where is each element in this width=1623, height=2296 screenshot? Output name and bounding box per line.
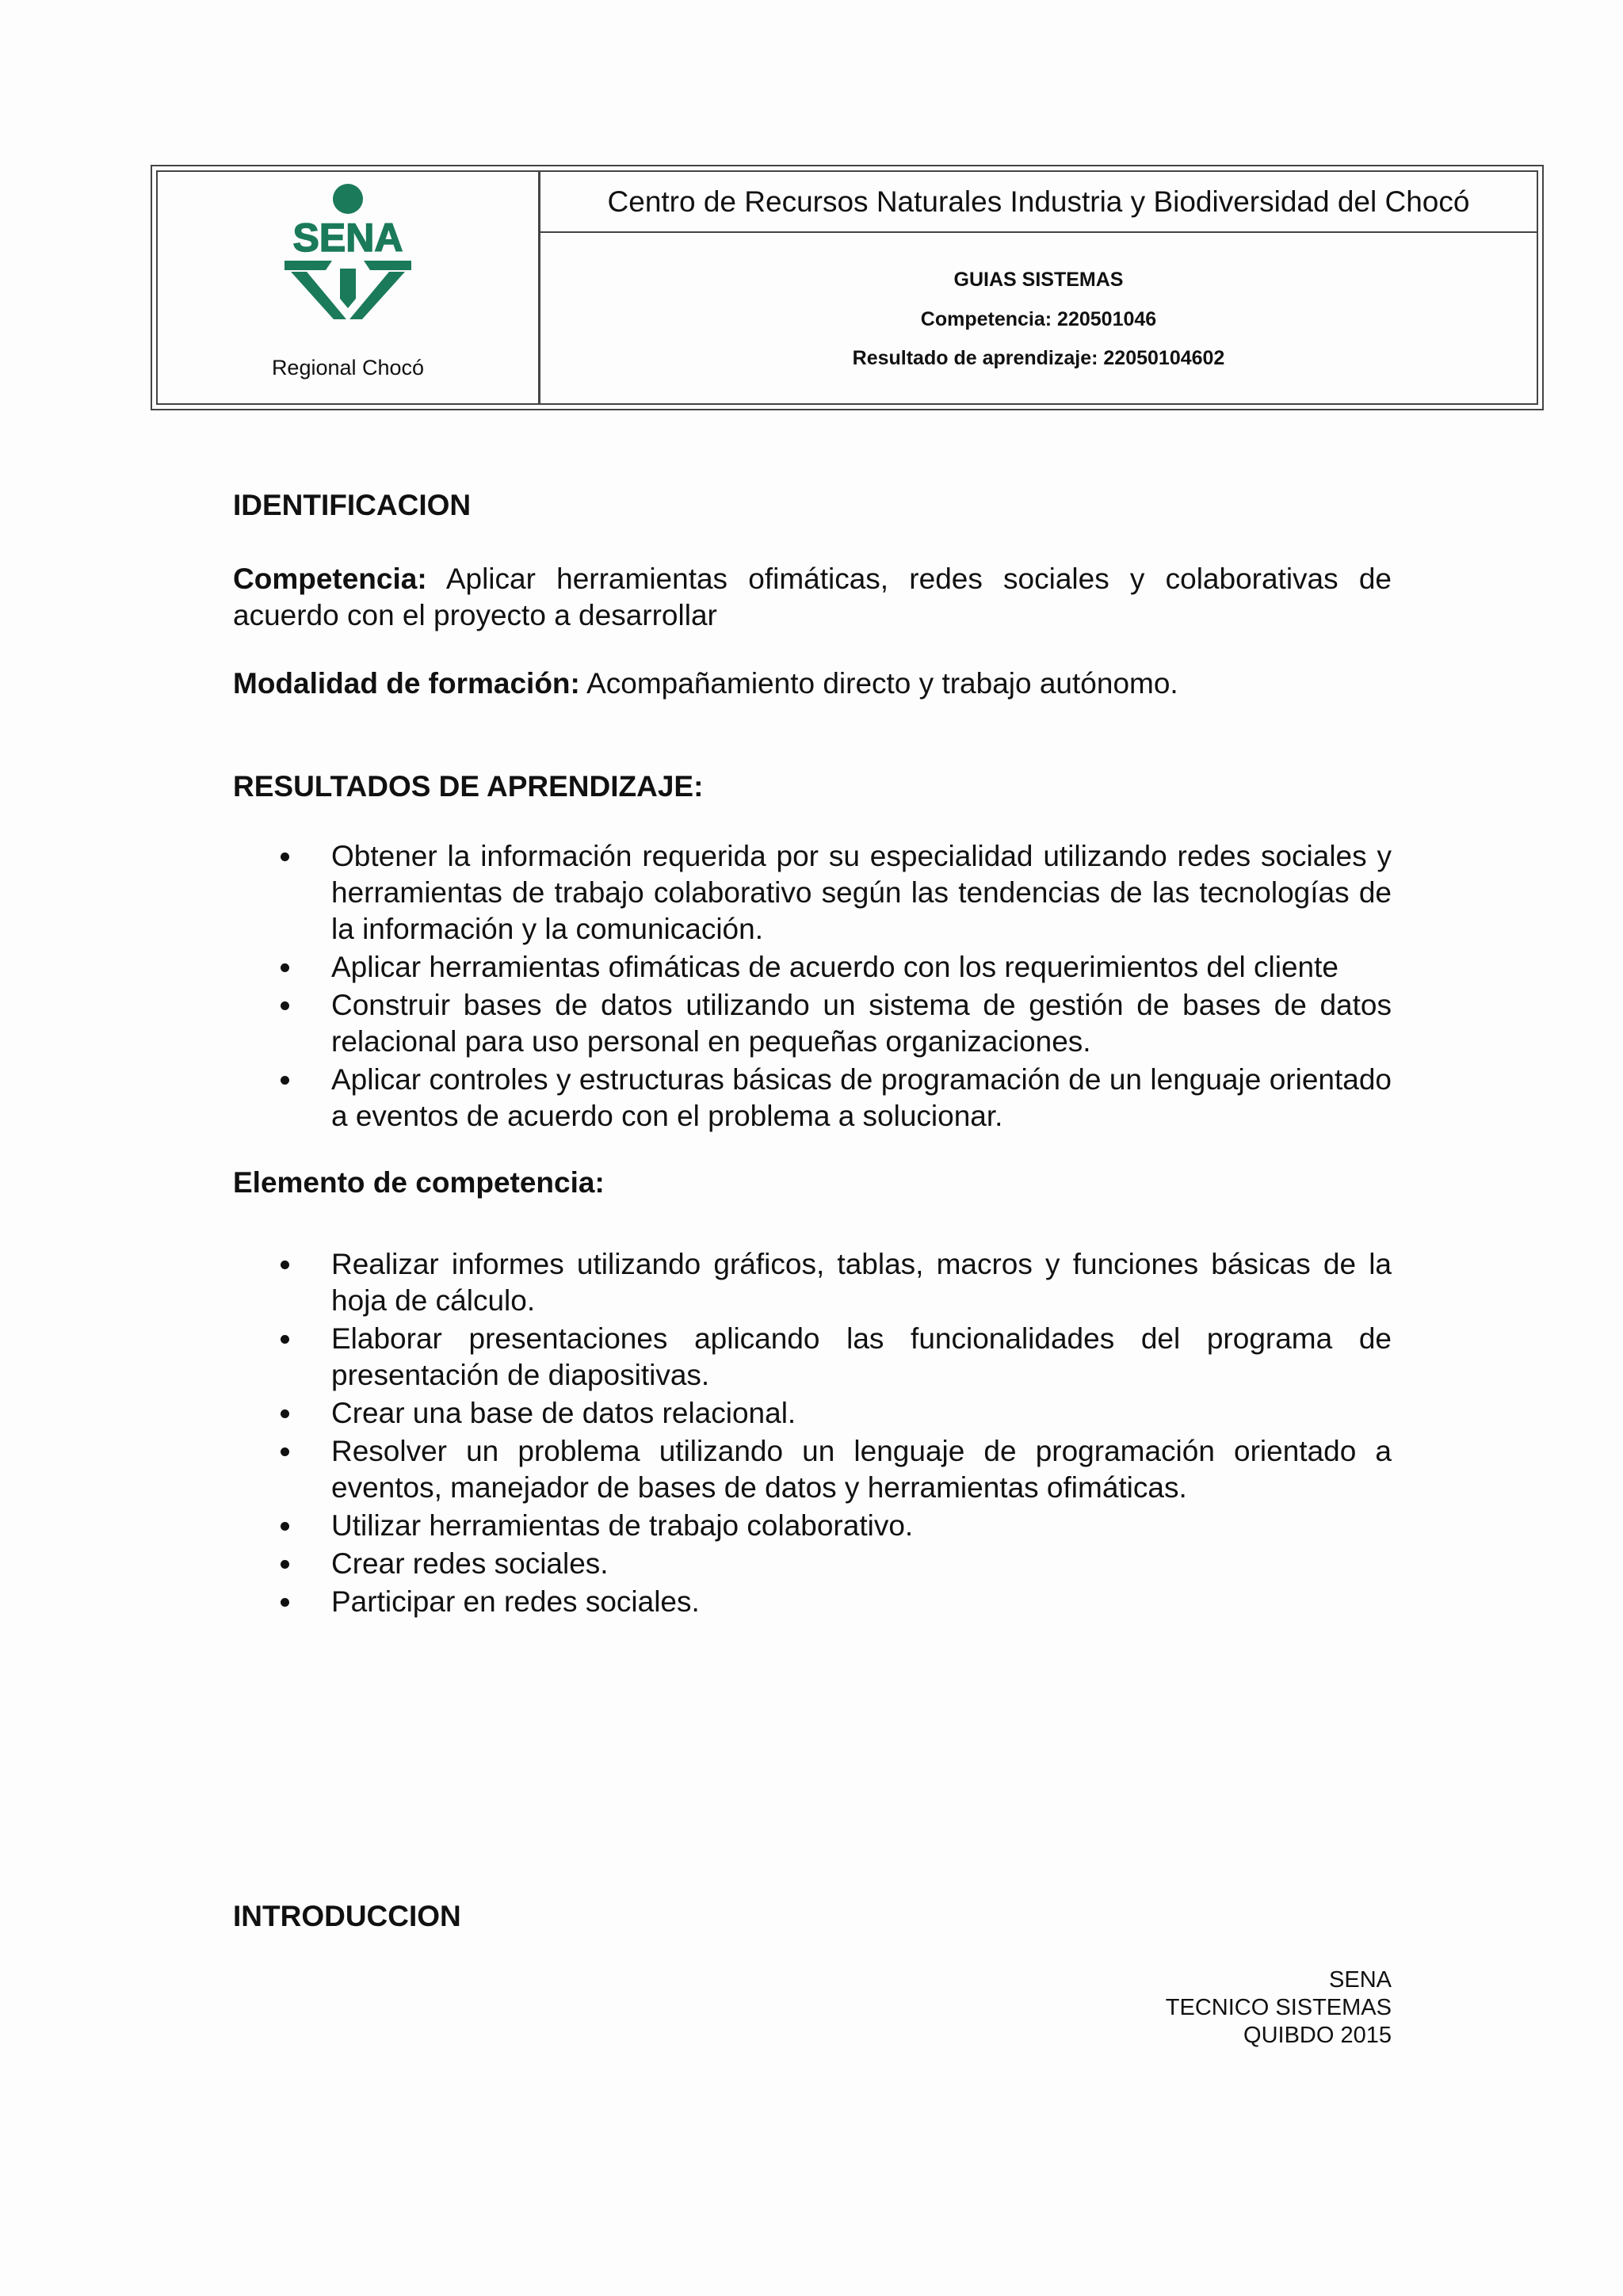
identificacion-heading: IDENTIFICACION: [233, 489, 472, 521]
list-item: [233, 1246, 1392, 1319]
page-footer: [1166, 1966, 1392, 2050]
header-inner-border: [156, 170, 1538, 405]
bullet-icon: [281, 1447, 289, 1456]
modalidad-label: Modalidad de formación:: [233, 667, 580, 700]
resultados-heading: RESULTADOS DE APRENDIZAJE:: [233, 770, 704, 803]
list-item: [233, 949, 1392, 986]
introduccion-heading: INTRODUCCION: [233, 1900, 461, 1932]
resultado-code: Resultado de aprendizaje: 22050104602: [852, 347, 1225, 369]
bullet-icon: [281, 1598, 289, 1607]
list-item-text: Utilizar herramientas de trabajo colaborativo.: [331, 1509, 914, 1542]
list-item: [233, 1584, 1392, 1620]
elemento-heading: Elemento de competencia:: [233, 1166, 605, 1199]
list-item: [233, 1546, 1392, 1582]
bullet-icon: [281, 1335, 289, 1344]
bullet-icon: [281, 1261, 289, 1269]
bullet-icon: [281, 1560, 289, 1569]
list-item-text: Construir bases de datos utilizando un sistema de gestión de bases de datos relacional para uso personal en pequeñas organizaciones.: [331, 989, 1392, 1058]
list-item: [233, 1062, 1392, 1135]
list-item: [233, 987, 1392, 1060]
footer-line-2: TECNICO SISTEMAS: [1165, 1995, 1392, 2020]
list-item: [233, 1395, 1392, 1432]
bullet-icon: [281, 852, 289, 861]
elemento-list: [233, 1246, 1392, 1622]
footer-line-1: SENA: [1329, 1967, 1392, 1993]
bullet-icon: [281, 1001, 289, 1010]
resultados-list: [233, 838, 1392, 1136]
competencia-label: Competencia:: [233, 563, 427, 595]
competencia-text: Aplicar herramientas ofimáticas, redes sociales y colaborativas de acuerdo con el proyecto a desarrollar: [233, 563, 1392, 631]
sena-logo: [277, 180, 419, 326]
guide-title: GUIAS SISTEMAS: [953, 269, 1124, 291]
regional-label: Regional Chocó: [271, 356, 425, 379]
logo-cell: [158, 172, 540, 403]
competencia-paragraph: [233, 561, 1392, 634]
list-item-text: Aplicar controles y estructuras básicas de programación de un lenguaje orientado a eventos de acuerdo con el problema a solucionar.: [331, 1063, 1392, 1132]
list-item-text: Crear una base de datos relacional.: [331, 1397, 796, 1429]
modalidad-text: Acompañamiento directo y trabajo autónomo.: [586, 667, 1178, 700]
list-item: [233, 1508, 1392, 1544]
list-item-text: Crear redes sociales.: [331, 1547, 609, 1580]
list-item: [233, 1321, 1392, 1394]
bullet-icon: [281, 1522, 289, 1531]
list-item: [233, 1433, 1392, 1506]
footer-line-3: QUIBDO 2015: [1243, 2023, 1392, 2048]
competencia-code: Competencia: 220501046: [920, 308, 1157, 330]
guide-info: [540, 233, 1537, 403]
sena-logo-text: SENA: [292, 215, 403, 260]
bullet-icon: [281, 1076, 289, 1085]
list-item-text: Obtener la información requerida por su especialidad utilizando redes sociales y herramientas de trabajo colaborativo según las tendencias de las tecnologías de la información y la comunicación.: [331, 840, 1392, 945]
list-item-text: Realizar informes utilizando gráficos, tablas, macros y funciones básicas de la hoja de cálculo.: [331, 1248, 1392, 1317]
list-item: [233, 838, 1392, 948]
bullet-icon: [281, 963, 289, 972]
list-item-text: Participar en redes sociales.: [331, 1585, 700, 1618]
list-item-text: Aplicar herramientas ofimáticas de acuerdo con los requerimientos del cliente: [331, 951, 1338, 983]
modalidad-paragraph: [233, 666, 1392, 702]
institution-title: Centro de Recursos Naturales Industria y Biodiversidad del Chocó: [540, 172, 1537, 233]
document-header: [151, 165, 1544, 410]
bullet-icon: [281, 1409, 289, 1418]
list-item-text: Resolver un problema utilizando un lenguaje de programación orientado a eventos, manejador de bases de datos y herramientas ofimáticas.: [331, 1435, 1392, 1504]
list-item-text: Elaborar presentaciones aplicando las funcionalidades del programa de presentación de diapositivas.: [331, 1322, 1392, 1391]
